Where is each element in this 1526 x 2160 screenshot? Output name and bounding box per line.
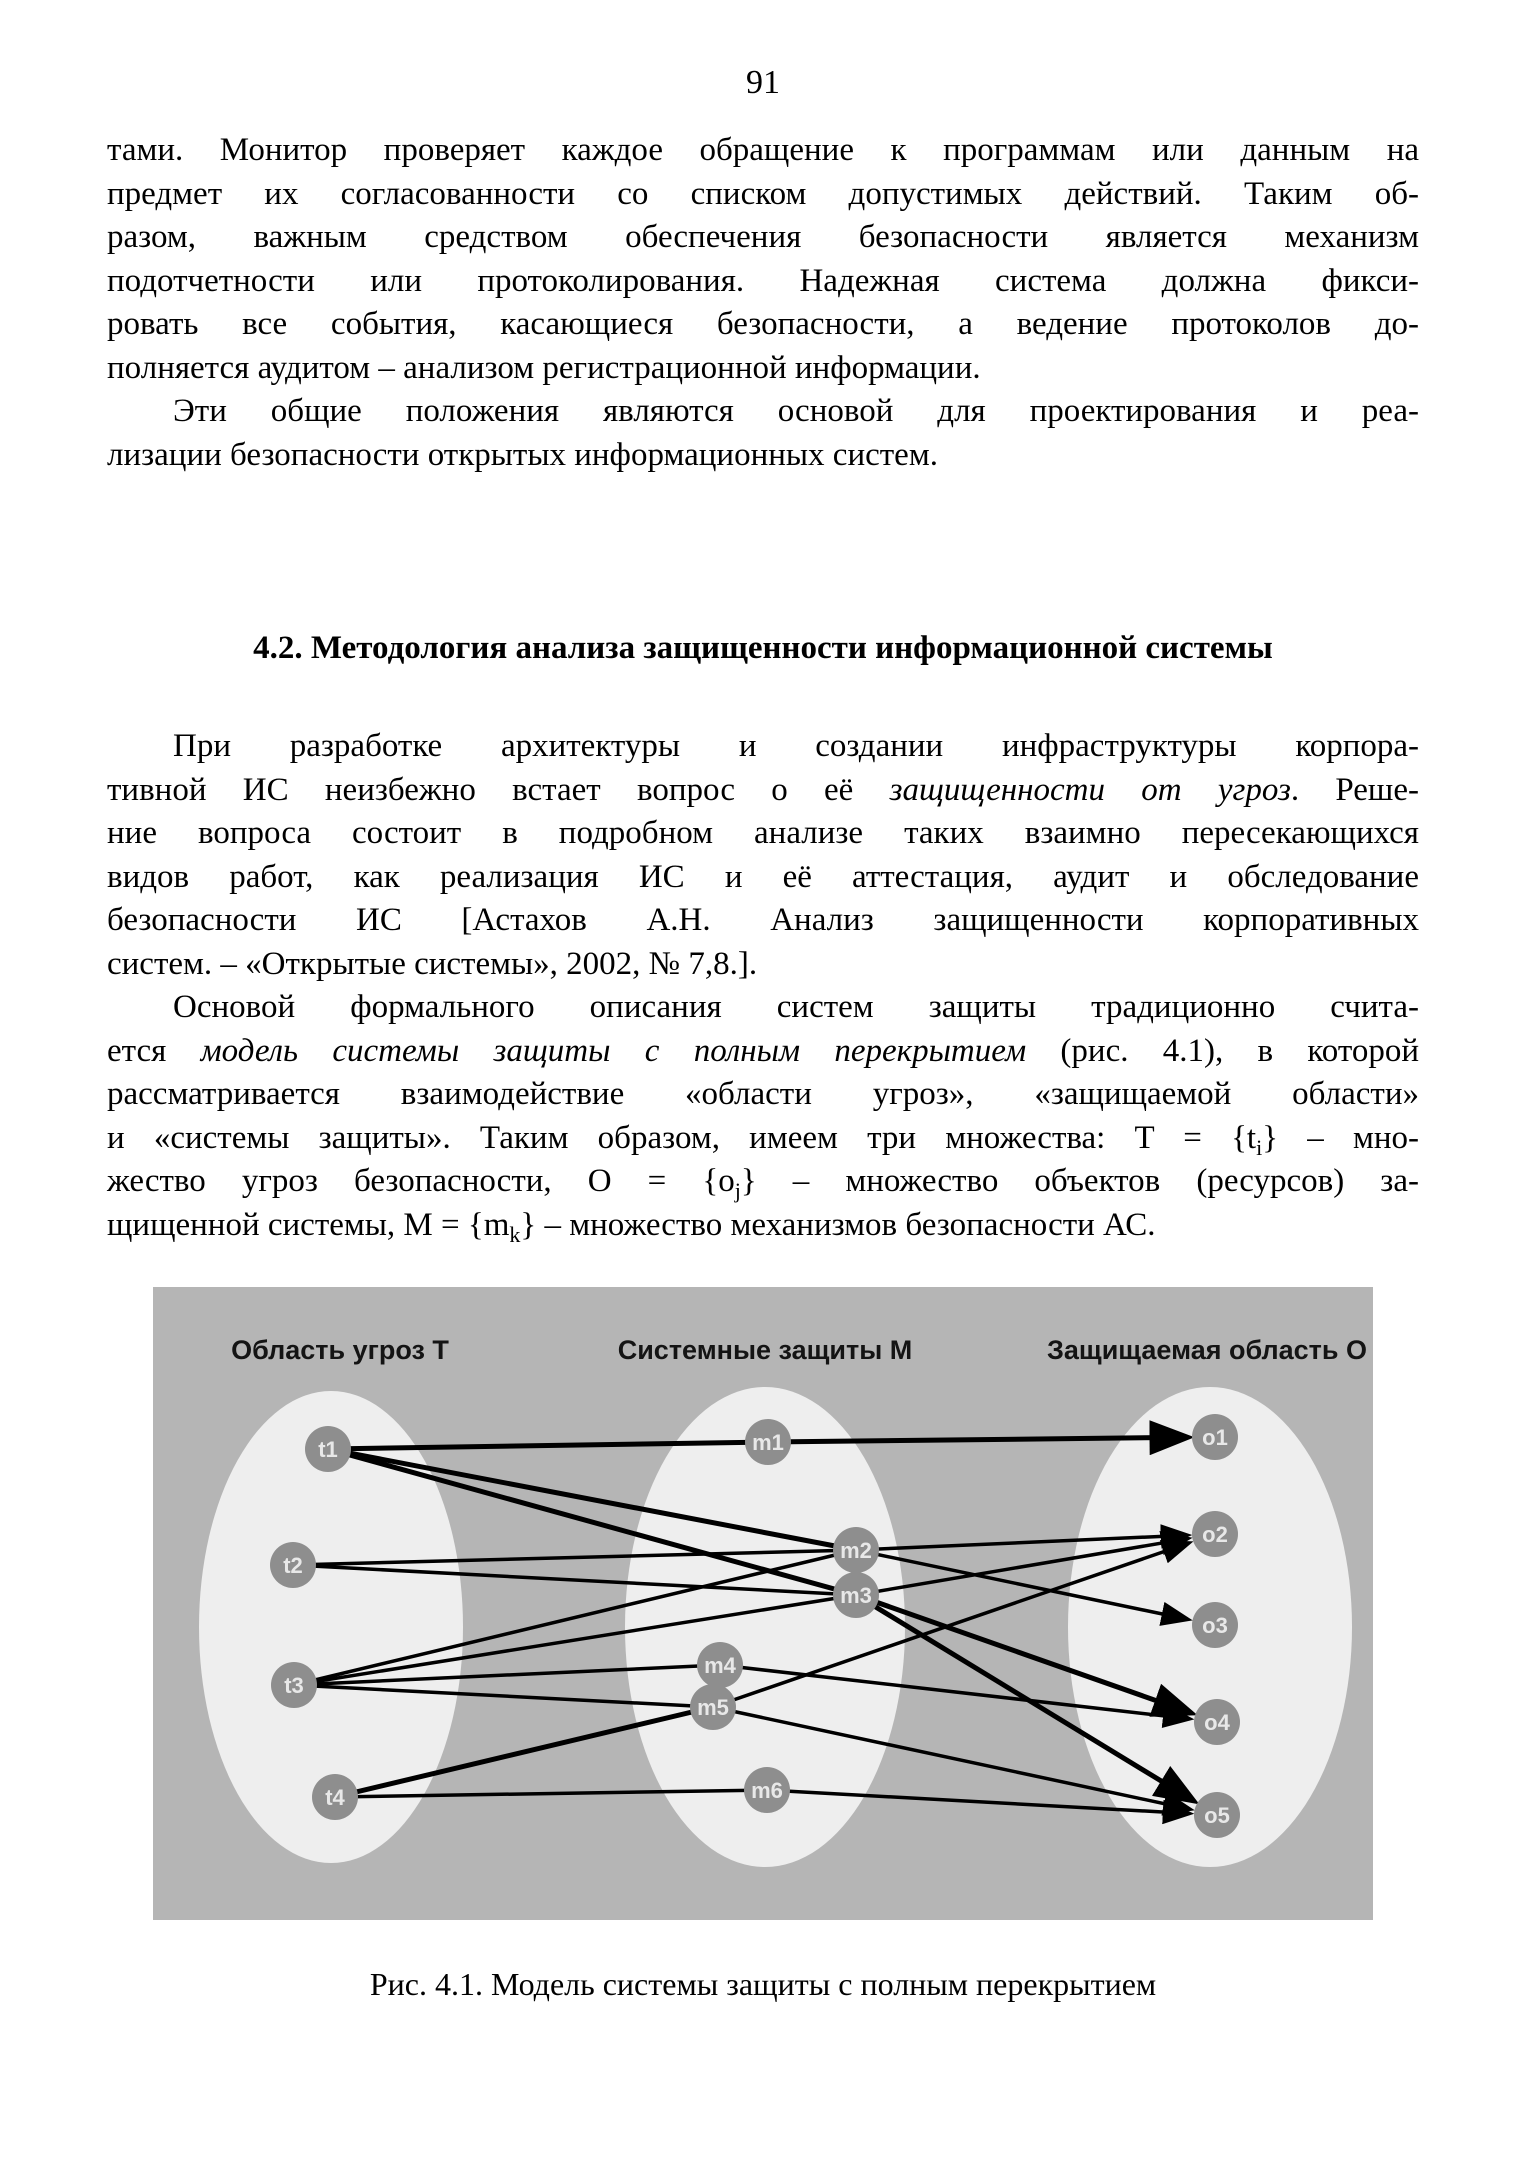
node-label-t3: t3 <box>284 1672 304 1698</box>
text-run: модель системы защиты с полным перекрытием <box>200 1032 1027 1069</box>
node-label-t4: t4 <box>325 1784 345 1810</box>
node-t2 <box>270 1542 316 1588</box>
text-run: систем. – «Открытые системы», 2002, № 7,8.]. <box>107 945 758 982</box>
node-m3 <box>833 1572 879 1618</box>
text-run: тивной ИС неизбежно встает вопрос о её <box>107 771 890 808</box>
node-o1 <box>1192 1414 1238 1460</box>
text-run: При разработке архитектуры и создании инфраструктуры корпора- <box>173 728 1419 764</box>
text-line <box>107 216 1419 260</box>
text-run: разом, важным средством обеспечения безопасности является механизм <box>107 219 1419 255</box>
node-label-m1: m1 <box>752 1429 784 1455</box>
node-label-o1: o1 <box>1202 1424 1228 1450</box>
text-line <box>107 986 1419 1030</box>
figure-header-threats: Область угроз Т <box>231 1335 449 1365</box>
figure-header-objects: Защищаемая область О <box>1047 1335 1367 1365</box>
node-m4 <box>697 1642 743 1688</box>
text-run: безопасности ИС [Астахов А.Н. Анализ защищенности корпоративных <box>107 902 1419 938</box>
text-run: (рис. 4.1), в которой <box>1026 1032 1420 1069</box>
node-t1 <box>305 1426 351 1472</box>
node-label-t2: t2 <box>283 1552 303 1578</box>
text-run: } – множество объектов (ресурсов) за- <box>740 1163 1419 1199</box>
text-line <box>107 899 1419 943</box>
text-run: видов работ, как реализация ИС и её аттестация, аудит и обследование <box>107 858 1419 895</box>
figure-svg <box>153 1287 1373 1920</box>
text-line <box>107 856 1419 900</box>
text-line <box>107 1204 1419 1248</box>
text-line <box>107 812 1419 856</box>
text-line <box>107 1030 1419 1074</box>
text-run: лизации безопасности открытых информационных систем. <box>107 436 938 473</box>
text-run: жество угроз безопасности, O = {o <box>107 1163 735 1199</box>
text-run: } – мно- <box>1262 1119 1419 1156</box>
text-run: защищенности от угроз <box>889 771 1291 808</box>
node-label-o3: o3 <box>1202 1612 1228 1638</box>
text-run: i <box>1256 1134 1263 1160</box>
text-line <box>107 769 1419 813</box>
node-o2 <box>1192 1511 1238 1557</box>
node-label-m4: m4 <box>704 1652 736 1678</box>
text-line <box>107 1117 1419 1161</box>
text-run: j <box>734 1178 741 1203</box>
body-text-block-1 <box>107 129 1419 477</box>
node-o5 <box>1194 1792 1240 1838</box>
node-o4 <box>1194 1699 1240 1745</box>
node-label-m3: m3 <box>840 1582 872 1608</box>
text-run: } – множество механизмов безопасности АС. <box>520 1206 1156 1243</box>
node-m1 <box>745 1419 791 1465</box>
text-run: ется <box>107 1032 201 1069</box>
figure-caption: Рис. 4.1. Модель системы защиты с полным перекрытием <box>369 1966 1157 2002</box>
node-label-o4: o4 <box>1204 1709 1230 1735</box>
text-line <box>107 347 1419 391</box>
text-line <box>107 1160 1419 1204</box>
node-t4 <box>312 1774 358 1820</box>
text-line <box>107 260 1419 304</box>
node-t3 <box>271 1662 317 1708</box>
figure-header-mechanisms: Системные защиты М <box>617 1335 913 1365</box>
text-run: предмет их согласованности со списком допустимых действий. Таким об- <box>107 175 1419 212</box>
text-run: Основой формального описания систем защиты традиционно счита- <box>173 989 1419 1025</box>
text-run: ние вопроса состоит в подробном анализе таких взаимно пересекающихся <box>107 815 1419 851</box>
node-label-m6: m6 <box>751 1777 783 1803</box>
text-line <box>107 725 1419 769</box>
text-run: щищенной системы, M = {m <box>107 1206 510 1243</box>
text-run: рассматривается взаимодействие «области угроз», «защищаемой области» <box>107 1076 1419 1112</box>
node-o3 <box>1192 1602 1238 1648</box>
node-label-o5: o5 <box>1204 1802 1230 1828</box>
page-number: 91 <box>746 64 780 101</box>
section-heading: 4.2. Методология анализа защищенности информационной системы <box>253 630 1273 666</box>
node-m2 <box>833 1527 879 1573</box>
text-line <box>107 129 1419 173</box>
node-label-m2: m2 <box>840 1537 872 1563</box>
node-label-t1: t1 <box>318 1436 338 1462</box>
text-run: . Реше- <box>1290 771 1419 808</box>
text-run: ровать все события, касающиеся безопасности, а ведение протоколов до- <box>107 306 1419 342</box>
text-run: полняется аудитом – анализом регистрационной информации. <box>107 349 981 386</box>
text-line <box>107 434 1419 478</box>
text-run: тами. Монитор проверяет каждое обращение к программам или данным на <box>107 132 1419 168</box>
text-run: и «системы защиты». Таким образом, имеем три множества: T = {t <box>107 1119 1257 1156</box>
node-label-o2: o2 <box>1202 1521 1228 1547</box>
text-line <box>107 303 1419 347</box>
body-text-block-2 <box>107 725 1419 1247</box>
text-run: подотчетности или протоколирования. Надежная система должна фикси- <box>107 262 1419 299</box>
node-m6 <box>744 1767 790 1813</box>
text-line <box>107 390 1419 434</box>
text-line <box>107 173 1419 217</box>
text-run: k <box>509 1221 521 1247</box>
text-run: Эти общие положения являются основой для проектирования и реа- <box>173 393 1419 429</box>
text-line <box>107 943 1419 987</box>
figure-protection-model <box>153 1287 1373 1920</box>
node-m5 <box>690 1684 736 1730</box>
text-line <box>107 1073 1419 1117</box>
node-label-m5: m5 <box>697 1694 729 1720</box>
